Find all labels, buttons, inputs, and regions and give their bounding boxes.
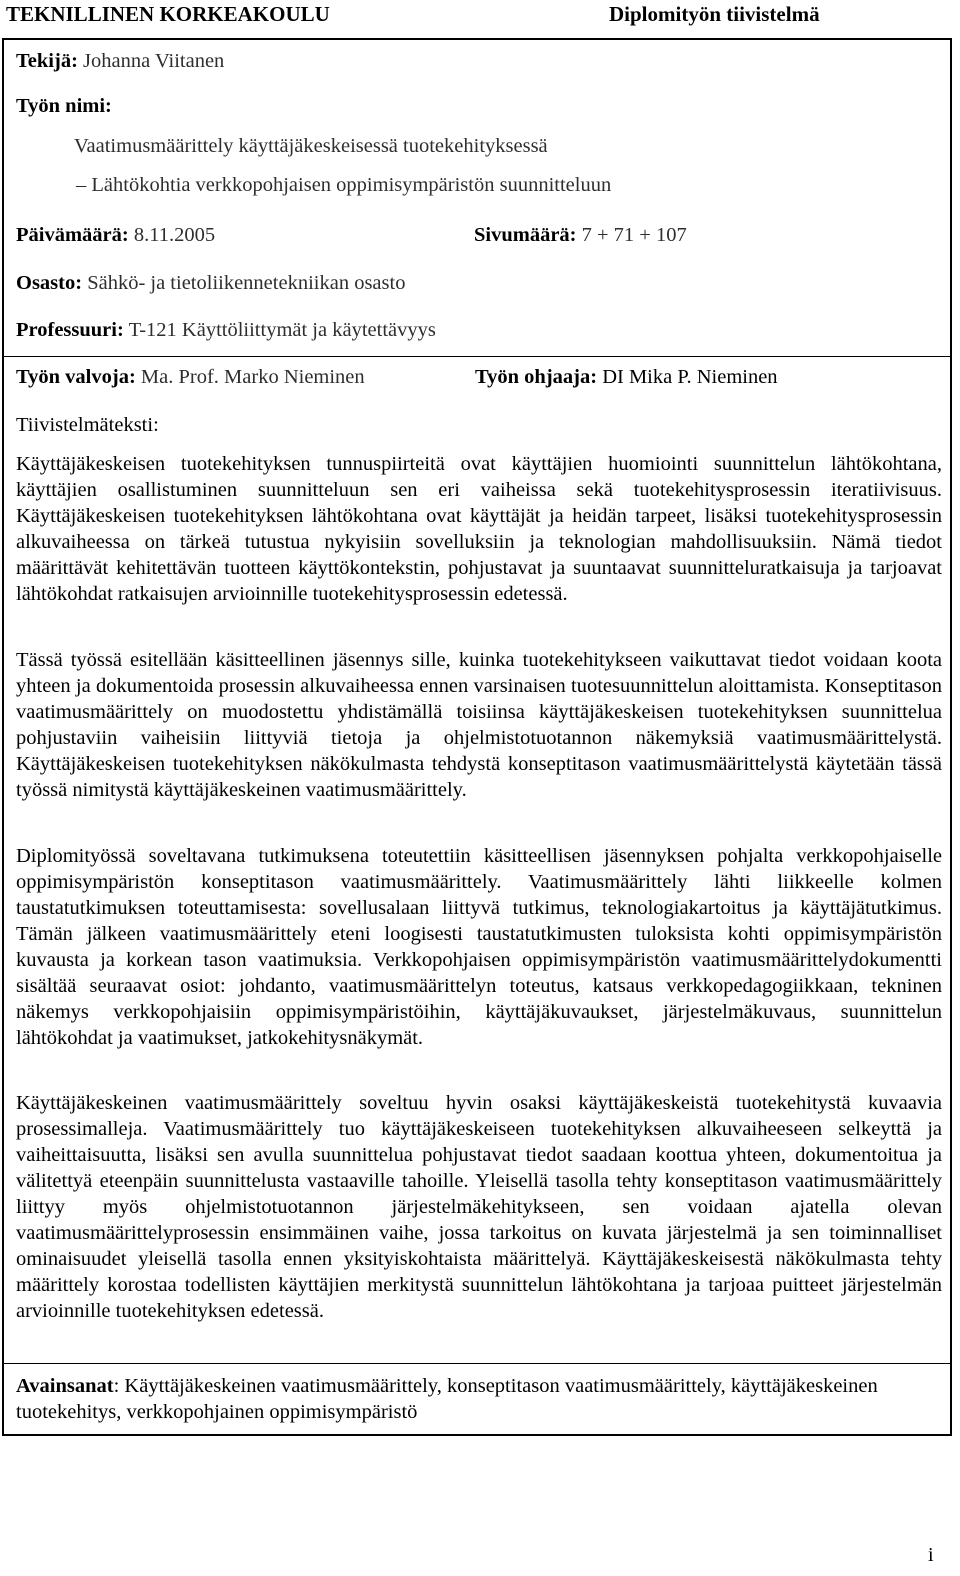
professorship-label: Professuuri:: [16, 319, 124, 341]
date-field: [16, 224, 215, 247]
instructor-field: [475, 366, 778, 389]
supervisor-label: Työn valvoja:: [16, 366, 136, 388]
author-field: [16, 50, 224, 73]
abstract-paragraph: Diplomityössä soveltavana tutkimuksena toteutettiin käsitteellisen jäsennyksen pohjalta verkkopohjaiselle oppimisympäristön konseptitason vaatimusmäärittely. Vaatimusmäärittely lähti liikkeelle kolmen taustatutkimuksen toteuttamisesta: sovellusalaan liittyvä tutkimus, teknologiakartoitus ja käyttäjätutkimus. Tämän jälkeen vaatimusmäärittely eteni loogisesti taustatutkimusten tuloksista kohti oppimisympäristön kuvausta ja korkean tason vaatimuksia. Verkkopohjaisen oppimisympäristön vaatimusmäärittelydokumentti sisältää seuraavat osiot: johdanto, vaatimusmäärittelyn toteutus, katsaus verkkopedagogiikkaan, tekninen näkemys verkkopohjaisiin oppimisympäristöihin, käyttäjäkuvaukset, järjestelmäkuvaus, suunnittelun lähtökohdat ja vaatimukset, jatkokehitysnäkymät.: [16, 845, 942, 1049]
keywords-label: Avainsanat: [16, 1375, 114, 1397]
abstract-paragraph: Käyttäjäkeskeisen tuotekehityksen tunnuspiirteitä ovat käyttäjien huomiointi suunnittelun lähtökohtana, käyttäjien osallistuminen suunnitteluun sen eri vaiheissa sekä tuotekehitysprosessin iteratiivisuus. Käyttäjäkeskeisen tuotekehityksen lähtökohtana ovat käyttäjät ja heidän tarpeet, lisäksi tuotekehitysprosessin alkuvaiheessa on tärkeä tutustua nykyisiin sovelluksiin ja teknologian mahdollisuuksiin. Nämä tiedot määrittävät kehitettävän tuotteen käyttökontekstin, pohjustavat ja suuntaavat suunnitteluratkaisuja ja tarjoavat lähtökohdat ratkaisujen arvioinnille tuotekehitysprosessin edetessä.: [16, 453, 942, 605]
abstract-label: Tiivistelmäteksti:: [16, 414, 159, 436]
page-header: [0, 0, 960, 38]
university-name: TEKNILLINEN KORKEAKOULU: [6, 2, 330, 26]
author-value: Johanna Viitanen: [83, 50, 225, 72]
instructor-label: Työn ohjaaja:: [475, 366, 598, 388]
supervisor-value: Ma. Prof. Marko Nieminen: [140, 366, 365, 388]
professorship-value: T-121 Käyttöliittymät ja käytettävyys: [128, 319, 436, 341]
pages-field: [474, 224, 687, 247]
title-line-1: Vaatimusmäärittely käyttäjäkeskeisessä tuotekehityksessä: [74, 135, 548, 157]
date-value: 8.11.2005: [133, 224, 216, 246]
pages-value: 7 + 71 + 107: [581, 224, 687, 246]
department-field: [16, 272, 405, 295]
department-label: Osasto:: [16, 272, 83, 294]
keywords-value: : Käyttäjäkeskeinen vaatimusmäärittely, konseptitason vaatimusmäärittely, käyttäjäkeskeinen tuotekehitys, verkkopohjainen oppimisympäristö: [16, 1375, 878, 1423]
title-label: Työn nimi:: [16, 95, 112, 117]
document-type: Diplomityön tiivistelmä: [609, 2, 820, 26]
abstract-paragraph: Käyttäjäkeskeinen vaatimusmäärittely soveltuu hyvin osaksi käyttäjäkeskeistä tuotekehitystä kuvaavia prosessimalleja. Vaatimusmäärittely tuo käyttäjäkeskeiseen tuotekehityksen alkuvaiheeseen selkeyttä ja vaiheittaisuutta, lisäksi sen avulla suunnittelua pohjustavat tiedot saadaan koottua yhteen, dokumentoitua ja välitettyä eteenpäin suunnittelusta vastaaville tahoille. Yleisellä tasolla tehty konseptitason vaatimusmäärittely liittyy myös ohjelmistotuotannon järjestelmäkehitykseen, sen voidaan ajatella olevan vaatimusmäärittelyprosessin ensimmäinen vaihe, jossa tarkoitus on kuvata järjestelmä ja sen toiminnalliset ominaisuudet yleisellä tasolla ennen yksityiskohtaista määrittelyä. Käyttäjäkeskeisestä näkökulmasta tehty määrittely korostaa todellisten käyttäjien merkitystä suunnittelun lähtökohtana ja tarjoaa puitteet järjestelmän arvioinnille tuotekehityksen edetessä.: [16, 1092, 942, 1322]
divider: [4, 1363, 950, 1364]
page-number: i: [928, 1544, 934, 1566]
author-label: Tekijä:: [16, 50, 78, 72]
keywords-field: [16, 1373, 936, 1425]
title-line-2: – Lähtökohtia verkkopohjaisen oppimisympäristön suunnitteluun: [76, 174, 612, 196]
instructor-value: DI Mika P. Nieminen: [602, 366, 778, 388]
divider: [4, 356, 950, 357]
pages-label: Sivumäärä:: [474, 224, 577, 246]
supervisor-field: [16, 366, 365, 389]
abstract-paragraph: Tässä työssä esitellään käsitteellinen jäsennys sille, kuinka tuotekehitykseen vaikuttavat tiedot voidaan koota yhteen ja dokumentoida prosessin alkuvaiheessa ennen varsinaisen tuotesuunnittelun aloittamista. Konseptitason vaatimusmäärittely on muodostettu yhdistämällä toisiinsa käyttäjäkeskeisen tuotekehityksen suunnittelua pohjustaviin vaiheisiin liittyviä tietoja ja ohjelmistotuotannon näkemyksiä vaatimusmäärittelystä. Käyttäjäkeskeisen tuotekehityksen näkökulmasta tehdystä konseptitason vaatimusmäärittelystä käytetään tässä työssä nimitystä käyttäjäkeskeinen vaatimusmäärittely.: [16, 649, 942, 801]
date-label: Päivämäärä:: [16, 224, 129, 246]
professorship-field: [16, 319, 436, 342]
abstract-form: [2, 38, 952, 1436]
department-value: Sähkö- ja tietoliikennetekniikan osasto: [87, 272, 406, 294]
